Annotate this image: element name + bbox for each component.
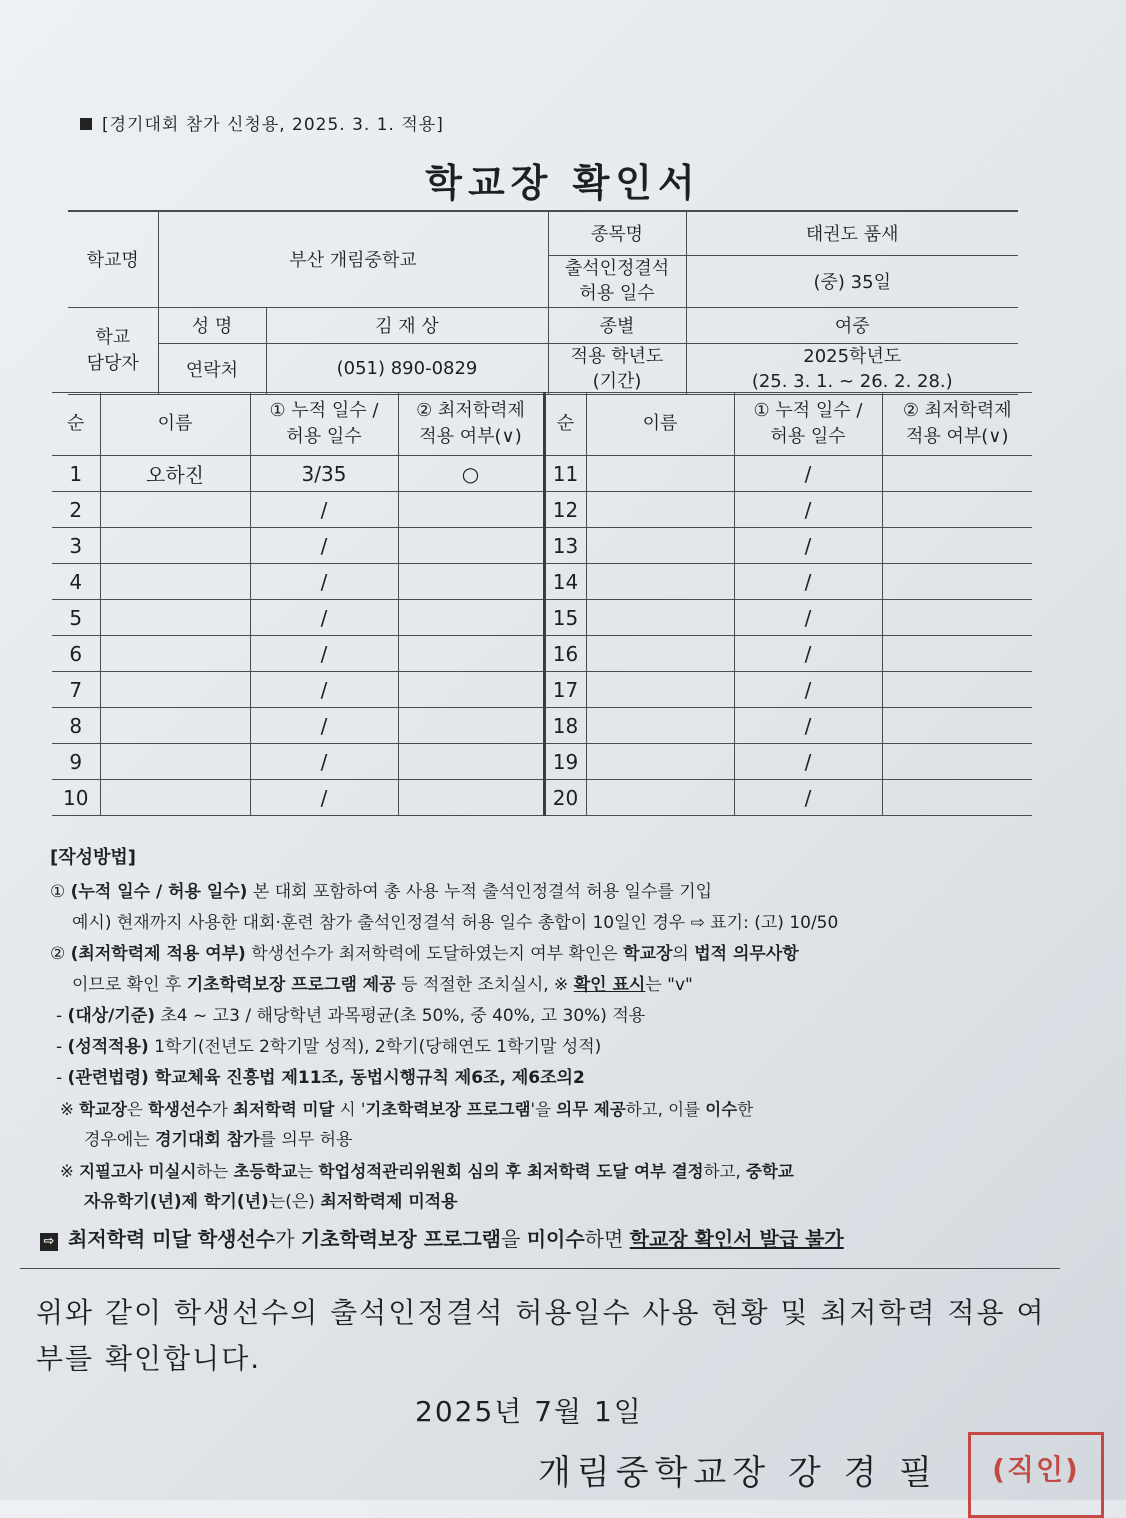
divider [20,1268,1060,1269]
row-days-right: / [734,492,882,528]
instruction-line-10 [50,1156,1060,1187]
text-bold: 학업성적관리위원회 심의 후 최저학력 도달 여부 결정 [318,1162,704,1181]
col-days-right [734,393,882,456]
row-name: 오하진 [100,456,250,492]
col-no: 순 [52,393,100,456]
row-no-right: 17 [544,672,586,708]
col-name-right: 이름 [586,393,734,456]
table-row [52,528,1032,564]
text-bold: 기초학력보장 프로그램 [300,1227,501,1251]
row-no-right: 14 [544,564,586,600]
row-name-right [586,672,734,708]
row-min-right [882,672,1032,708]
text-bold: 의무 제공 [556,1100,626,1119]
text: 1학기(전년도 2학기말 성적), 2학기(당해연도 1학기말 성적) [148,1037,602,1057]
student-table [52,392,1032,816]
row-min-right [882,600,1032,636]
year-label-1: 적용 학년도 [570,345,664,367]
row-days-right: / [734,456,882,492]
name-label: 성 명 [158,307,266,343]
text-bold: 기초학력보장 프로그램 [365,1100,531,1119]
text: 는 "v" [645,975,693,995]
allowed-days-label-2: 허용 일수 [579,283,655,304]
row-min [398,708,544,744]
row-no: 4 [52,564,100,600]
table-row [52,780,1032,816]
text: - [56,1037,68,1057]
text: 가 [275,1227,301,1251]
instruction-line-9 [50,1125,1060,1156]
allowed-days-label [548,255,686,307]
col-days-right-line2: 허용 일수 [770,426,846,447]
square-bullet-icon [80,118,92,130]
info-table [68,210,1018,395]
row-no: 7 [52,672,100,708]
text-bold: 학생선수 [148,1100,212,1119]
row-min [398,744,544,780]
row-days-right: / [734,564,882,600]
row-min-right [882,708,1032,744]
row-days-right: / [734,780,882,816]
text-bold: (최저학력제 적용 여부) [70,944,246,964]
text: 초4 ~ 고3 / 해당학년 과목평균(초 50%, 중 40%, 고 30%) 적용 [154,1006,646,1026]
row-name [100,600,250,636]
text-bold: 이수 [705,1100,738,1119]
text: 학생선수가 최저학력에 도달하였는지 여부 확인은 [245,944,624,964]
row-min-right [882,456,1032,492]
row-no-right: 12 [544,492,586,528]
issue-date: 2025년 7월 1일 [415,1395,643,1428]
event-value: 태권도 품새 [686,211,1018,255]
row-min [398,780,544,816]
row-days: / [250,600,398,636]
text: 하면 [584,1227,630,1251]
text-bold: (누적 일수 / 허용 일수) [70,882,248,902]
row-name [100,744,250,780]
issuance-notice [40,1223,1050,1252]
row-name-right [586,780,734,816]
row-min: ○ [398,456,544,492]
text-bold: 중학교 [745,1162,794,1181]
text: 의 [672,944,695,964]
row-days: / [250,744,398,780]
row-no: 2 [52,492,100,528]
year-label-2: (기간) [592,370,642,392]
table-row [52,600,1032,636]
text: 는(은) [268,1192,321,1212]
table-row [52,744,1032,780]
row-name-right [586,528,734,564]
arrow-box-icon: ⇨ [40,1233,58,1251]
table-row [52,672,1032,708]
text: '을 [530,1100,557,1119]
row-no: 9 [52,744,100,780]
event-label: 종목명 [548,211,686,255]
row-name [100,528,250,564]
text-bold: 법적 의무사항 [694,944,799,964]
contact-label: 연락처 [158,343,266,394]
col-days [250,393,398,456]
text-bold: 미이수 [526,1227,585,1251]
manager-label [68,307,158,394]
row-days: / [250,672,398,708]
col-min [398,393,544,456]
row-days: / [250,492,398,528]
instruction-line-3 [50,939,1060,970]
text: 이므로 확인 후 [72,975,187,995]
text: ※ [60,1162,80,1181]
principal-signature: 개림중학교장 강 경 필 [538,1453,939,1493]
text-bold: (성적적용) [67,1037,149,1057]
text: 은 [126,1100,149,1119]
manager-label-2: 담당자 [86,352,139,374]
row-no-right: 15 [544,600,586,636]
row-days-right: / [734,528,882,564]
row-no: 1 [52,456,100,492]
row-min-right [882,744,1032,780]
table-row [52,492,1032,528]
row-name-right [586,456,734,492]
text: 시 ' [334,1100,366,1119]
student-table-header [52,393,1032,456]
row-no-right: 13 [544,528,586,564]
text: 을 [501,1227,527,1251]
text: 하고, 이를 [625,1100,706,1119]
col-name: 이름 [100,393,250,456]
row-min [398,528,544,564]
row-min [398,564,544,600]
text-bold: (대상/기준) [67,1006,155,1026]
instruction-line-4 [50,970,1060,1001]
row-min [398,636,544,672]
col-days-line1: ① 누적 일수 / [269,400,379,421]
row-no: 6 [52,636,100,672]
instruction-line-5 [50,1001,1060,1032]
row-days: / [250,528,398,564]
text: 하는 [196,1162,234,1181]
col-min-right-line1: ② 최저학력제 [902,400,1012,421]
name-value: 김 재 상 [266,307,548,343]
row-min-right [882,780,1032,816]
header-note-text: [경기대회 참가 신청용, 2025. 3. 1. 적용] [102,115,444,135]
row-min-right [882,564,1032,600]
col-days-right-line1: ① 누적 일수 / [753,400,863,421]
text: ※ [60,1100,80,1119]
year-value-2: (25. 3. 1. ~ 26. 2. 28.) [751,370,953,392]
instruction-line-11 [50,1187,1060,1218]
text: 는 [297,1162,319,1181]
col-min-line1: ② 최저학력제 [416,400,525,421]
row-no: 8 [52,708,100,744]
text: 등 적절한 조치실시, ※ [395,975,574,995]
year-label [548,343,686,394]
instruction-line-6 [50,1032,1060,1063]
instruction-line-1 [50,877,1060,908]
table-row [52,564,1032,600]
row-min-right [882,528,1032,564]
row-name-right [586,744,734,780]
row-min [398,600,544,636]
row-days-right: / [734,600,882,636]
text-bold: 학교장 [623,944,673,964]
row-name-right [586,600,734,636]
text: ① [50,882,71,902]
row-name-right [586,708,734,744]
row-days-right: / [734,672,882,708]
text-bold: 최저학력 미달 학생선수 [68,1227,276,1251]
gender-value: 여중 [686,307,1018,343]
row-no-right: 16 [544,636,586,672]
text: 경우에는 [84,1130,156,1150]
row-name [100,636,250,672]
text-bold: 지필고사 미실시 [79,1162,197,1181]
allowed-days-label-1: 출석인정결석 [564,258,670,279]
row-name-right [586,636,734,672]
row-no: 10 [52,780,100,816]
contact-value: (051) 890-0829 [266,343,548,394]
col-no-right: 순 [544,393,586,456]
text: 본 대회 포함하여 총 사용 누적 출석인정결석 허용 일수를 기입 [247,882,713,902]
text: - [56,1068,68,1088]
text: 가 [211,1100,234,1119]
row-name [100,708,250,744]
year-value [686,343,1018,394]
school-value: 부산 개림중학교 [158,211,548,307]
text-bold-underline: 학교장 확인서 발급 불가 [629,1227,844,1251]
row-name-right [586,492,734,528]
text-bold: 학교장 [79,1100,127,1119]
row-no: 3 [52,528,100,564]
row-name [100,564,250,600]
col-min-right-line2: 적용 여부(∨) [906,426,1009,447]
text-bold: 최저학력제 미적용 [320,1192,458,1212]
col-min-line2: 적용 여부(∨) [419,426,522,447]
row-no-right: 18 [544,708,586,744]
allowed-days-value: (중) 35일 [686,255,1018,307]
row-name [100,672,250,708]
row-days-right: / [734,636,882,672]
table-row [52,636,1032,672]
row-min [398,672,544,708]
row-days: / [250,708,398,744]
instructions-title: [작성방법] [50,847,137,868]
row-min [398,492,544,528]
col-days-line2: 허용 일수 [286,426,362,447]
row-no-right: 20 [544,780,586,816]
text: 한 [737,1100,754,1119]
row-min-right [882,492,1032,528]
text: 를 의무 허용 [259,1130,353,1150]
instruction-line-2: 예시) 현재까지 사용한 대회·훈련 참가 출석인정결석 허용 일수 총합이 10일인 경우 ⇨ 표기: (고) 10/50 [72,913,839,933]
manager-label-1: 학교 [95,326,131,348]
page-title: 학교장 확인서 [425,161,701,205]
text-bold: 경기대회 참가 [155,1130,260,1150]
text: 하고, [703,1162,746,1181]
text-bold: 초등학교 [233,1162,298,1181]
col-min-right [882,393,1032,456]
row-days: 3/35 [250,456,398,492]
row-no-right: 19 [544,744,586,780]
text-bold: (관련법령) 학교체육 진흥법 제11조, 동법시행규칙 제6조, 제6조의2 [67,1068,585,1088]
year-value-1: 2025학년도 [803,345,902,367]
row-days-right: / [734,708,882,744]
text-bold: 자유학기(년)제 학기(년) [84,1192,269,1212]
text: - [56,1006,68,1026]
row-min-right [882,636,1032,672]
row-name [100,492,250,528]
row-name [100,780,250,816]
header-note [80,110,444,135]
row-days-right: / [734,744,882,780]
gender-label: 종별 [548,307,686,343]
row-days: / [250,564,398,600]
text: ② [50,944,71,964]
text-bold-underline: 확인 표시 [573,975,646,995]
row-name-right [586,564,734,600]
row-days: / [250,636,398,672]
writing-instructions [50,842,1060,1218]
text-bold: 최저학력 미달 [233,1100,335,1119]
instruction-line-7 [50,1063,1060,1094]
confirmation-statement: 위와 같이 학생선수의 출석인정결석 허용일수 사용 현황 및 최저학력 적용 여부를 확인합니다. [36,1296,1046,1375]
text-bold: 기초학력보장 프로그램 제공 [186,975,396,995]
table-row [52,708,1032,744]
row-no: 5 [52,600,100,636]
school-label: 학교명 [68,211,158,307]
row-no-right: 11 [544,456,586,492]
instruction-line-8 [50,1094,1060,1125]
table-row [52,456,1032,492]
row-days: / [250,780,398,816]
official-seal: (직인) [968,1432,1104,1518]
